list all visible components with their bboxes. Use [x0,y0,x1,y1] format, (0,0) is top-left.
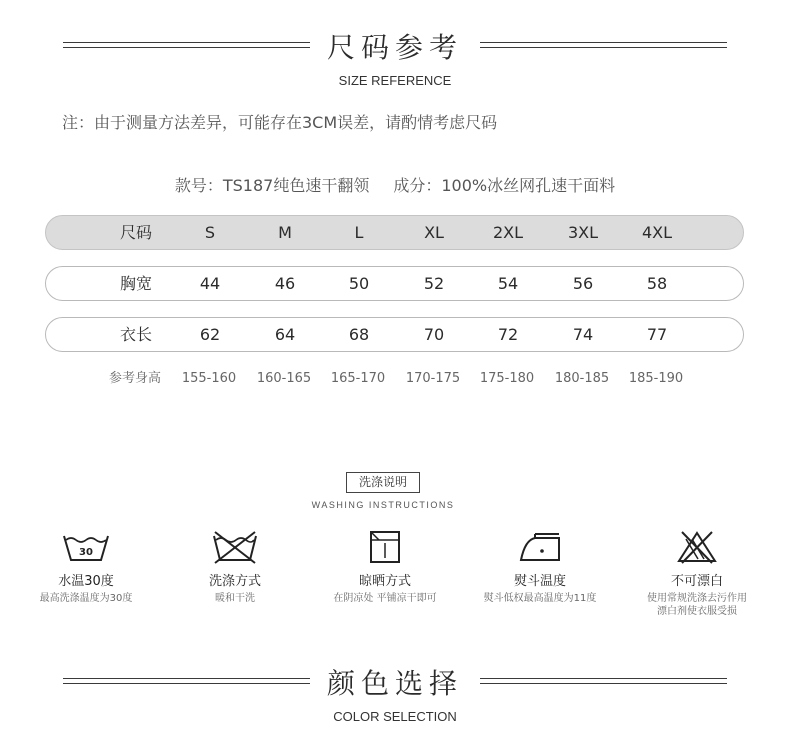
header-cell: 2XL [492,223,524,242]
table-cell: 68 [348,325,370,344]
table-cell: 56 [572,274,594,293]
table-row-chest [45,266,744,301]
care-desc: 最高洗涤温度为30度 [39,593,133,604]
table-cell: 62 [199,325,221,344]
color-header-title: 颜色选择 [326,667,463,700]
table-cell: 52 [423,274,445,293]
header-cell: 尺码 [119,223,152,242]
header-cell: M [278,223,292,242]
care-item-iron [475,530,605,605]
product-info [0,173,790,196]
table-cell: 54 [497,274,519,293]
header-cell: 3XL [567,223,599,242]
table-cell: 72 [497,325,519,344]
care-title: 熨斗温度 [513,574,566,589]
care-title: 不可漂白 [670,574,723,589]
reference-cell: 175-180 [479,371,535,386]
color-header-subtitle: COLOR SELECTION [333,709,457,724]
table-cell: 64 [274,325,296,344]
reference-cell: 155-160 [181,371,237,386]
care-item-bleach [632,530,762,618]
reference-cell: 160-165 [256,371,312,386]
table-cell: 70 [423,325,445,344]
care-desc: 在阴凉处 平铺凉干即可 [333,593,437,604]
care-desc-line2: 漂白剂使衣服受损 [657,606,737,617]
size-header-title: 尺码参考 [326,31,463,64]
row-label: 胸宽 [119,274,152,293]
care-desc: 熨斗低权最高温度为11度 [483,593,597,604]
table-cell: 44 [199,274,221,293]
wash-30-icon [61,530,111,564]
wash-temp-badge: 30 [79,547,93,558]
table-cell: 74 [572,325,594,344]
header-cell: S [204,223,216,242]
care-desc: 暖和干洗 [215,593,255,604]
size-table-header [45,215,744,250]
table-cell: 58 [646,274,668,293]
reference-cell: 180-185 [554,371,610,386]
no-wash-icon [210,530,260,564]
measurement-note: 注：由于测量方法差异，可能存在3CM误差，请酌情考虑尺码 [62,113,498,132]
care-item-dry [320,530,450,605]
size-header-subtitle: SIZE REFERENCE [338,73,452,88]
washing-subtitle: WASHING INSTRUCTIONS [311,500,455,510]
reference-label: 参考身高 [108,371,161,386]
care-item-wash [21,530,151,605]
table-cell: 46 [274,274,296,293]
row-label: 衣长 [119,325,152,344]
care-title: 水温30度 [58,574,114,589]
table-cell: 77 [646,325,668,344]
reference-cell: 165-170 [330,371,386,386]
header-cell: XL [424,223,444,242]
reference-cell: 185-190 [628,371,684,386]
dry-shade-icon [360,530,410,564]
header-cell: 4XL [641,223,673,242]
reference-cell: 170-175 [405,371,461,386]
table-cell: 50 [348,274,370,293]
care-title: 洗涤方式 [208,574,261,589]
care-item-method [170,530,300,605]
iron-low-icon [515,530,565,564]
care-title: 晾晒方式 [358,574,411,589]
care-desc: 使用常规洗涤去污作用 [647,593,747,604]
table-row-length [45,317,744,352]
washing-title: 洗涤说明 [346,472,420,493]
header-cell: L [354,223,364,242]
no-bleach-icon [672,530,722,564]
reference-height-row [45,366,744,392]
product-model: 款号：TS187纯色速干翻领 [174,176,370,195]
product-material: 成分：100%冰丝网孔速干面料 [393,176,616,195]
